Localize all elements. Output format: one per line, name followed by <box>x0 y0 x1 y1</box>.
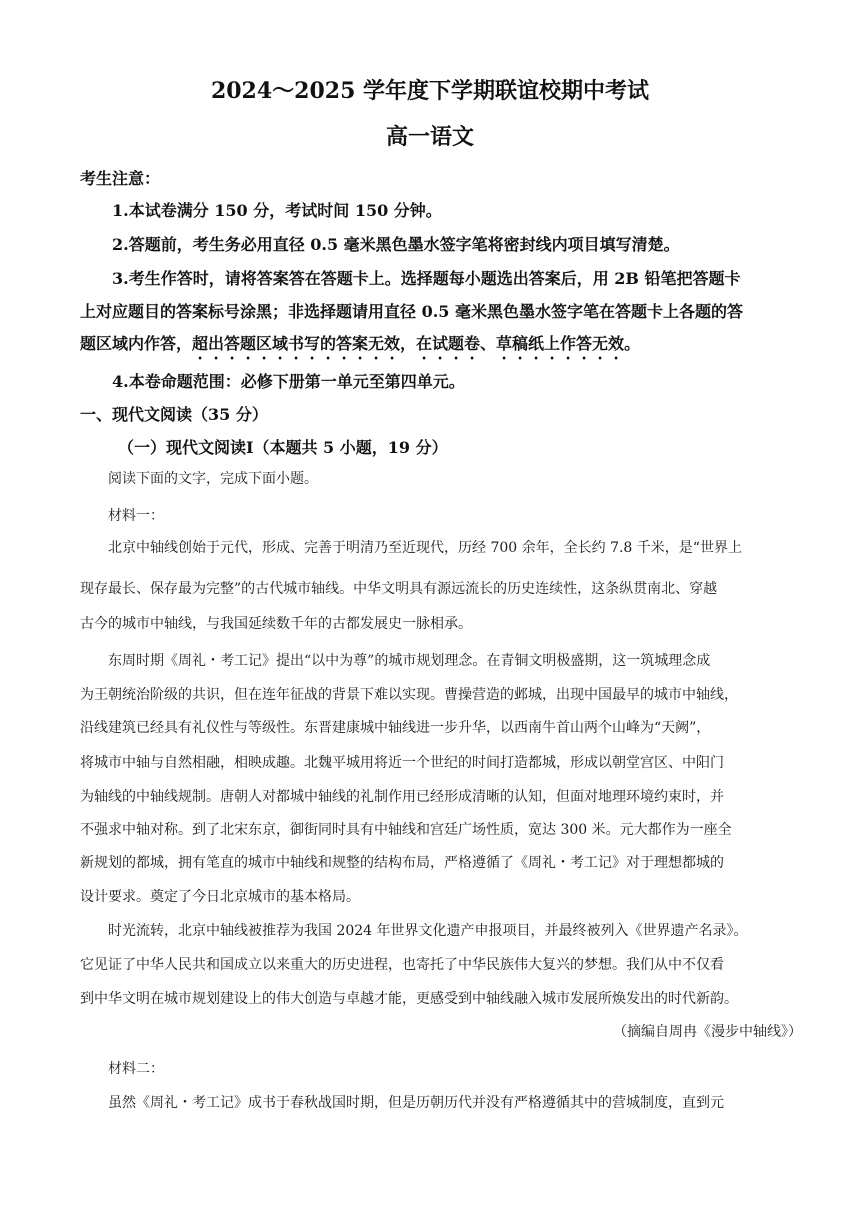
notice-item-4: 4.本卷命题范围：必修下册第一单元至第四单元。 <box>112 372 465 391</box>
instruction-text: 阅读下面的文字，完成下面小题。 <box>108 471 318 487</box>
notice-text: 。 <box>624 334 641 353</box>
paragraph-line: 沿线建筑已经具有礼仪性与等级性。东晋建康城中轴线进一步升华，以西南牛首山两个山峰为“天阙”， <box>80 720 711 736</box>
material-1-label: 材料一： <box>108 508 164 524</box>
notice-text: 题区域内作答， <box>80 334 193 353</box>
material-2-label: 材料二： <box>108 1061 164 1077</box>
paragraph-line: 现存最长、保存最为完整”的古代城市轴线。中华文明具有源远流长的历史连续性，这条纵贯南北、穿越 <box>80 581 718 597</box>
notice-item-3-line-1: 3.考生作答时，请将答案答在答题卡上。选择题每小题选出答案后，用 2B 铅笔把答题卡 <box>112 269 741 288</box>
notice-item-2: 2.答题前，考生务必用直径 0.5 毫米黑色墨水签字笔将密封线内项目填写清楚。 <box>112 235 680 254</box>
paragraph-line: 为轴线的中轴线规制。唐朝人对都城中轴线的礼制作用已经形成清晰的认知，但面对地理环境约束时，并 <box>80 789 724 805</box>
emphasized-text: 在试题卷、草稿纸上作答无效 <box>416 334 625 353</box>
paragraph-line: 新规划的都城，拥有笔直的城市中轴线和规整的结构布局，严格遵循了《周礼・考工记》对于理想都城的 <box>80 855 724 871</box>
notice-text: ， <box>400 334 417 353</box>
notice-item-3-line-2: 上对应题目的答案标号涂黑；非选择题请用直径 0.5 毫米黑色墨水签字笔在答题卡上各题的答 <box>80 302 743 321</box>
paragraph-line: 北京中轴线创始于元代，形成、完善于明清乃至近现代，历经 700 余年，全长约 7.8 千米，是“世界上 <box>108 540 742 556</box>
paragraph-line: 设计要求。奠定了今日北京城市的基本格局。 <box>80 889 360 905</box>
paragraph-line: 将城市中轴与自然相融，相映成趣。北魏平城用将近一个世纪的时间打造都城，形成以朝堂宫区、中阳门 <box>80 755 724 771</box>
paragraph-line: 古今的城市中轴线，与我国延续数千年的古都发展史一脉相承。 <box>80 616 472 632</box>
section-heading: 一、现代文阅读（35 分） <box>80 405 268 424</box>
emphasized-text: 超出答题区域书写的答案无效 <box>192 334 401 353</box>
paragraph-line: 到中华文明在城市规划建设上的伟大创造与卓越才能，更感受到中轴线融入城市发展所焕发出的时代新韵。 <box>80 991 738 1007</box>
notice-item-3-line-3 <box>80 331 640 363</box>
exam-title: 2024～2025 学年度下学期联谊校期中考试 <box>210 78 650 104</box>
paragraph-line: 为王朝统治阶级的共识，但在连年征战的背景下难以实现。曹操营造的邺城，出现中国最早的城市中轴线， <box>80 687 738 703</box>
paragraph-line: 不强求中轴对称。到了北宋东京，御街同时具有中轴线和宫廷广场性质，宽达 300 米。元大都作为一座全 <box>80 822 732 838</box>
source-citation: （摘编自周冉《漫步中轴线》） <box>613 1024 802 1040</box>
paragraph-line: 虽然《周礼・考工记》成书于春秋战国时期，但是历朝历代并没有严格遵循其中的营城制度，直到元 <box>108 1095 724 1111</box>
subject-title: 高一语文 <box>385 124 474 150</box>
notice-item-1: 1.本试卷满分 150 分，考试时间 150 分钟。 <box>112 201 442 220</box>
paragraph-line: 时光流转，北京中轴线被推荐为我国 2024 年世界文化遗产申报项目，并最终被列入《世界遗产名录》。 <box>108 923 748 939</box>
notice-heading: 考生注意： <box>80 169 161 188</box>
paragraph-line: 它见证了中华人民共和国成立以来重大的历史进程，也寄托了中华民族伟大复兴的梦想。我们从中不仅看 <box>80 957 724 973</box>
section-subheading: （一）现代文阅读Ⅰ（本题共 5 小题，19 分） <box>118 438 448 457</box>
paragraph-line: 东周时期《周礼・考工记》提出“以中为尊”的城市规划理念。在青铜文明极盛期，这一筑城理念成 <box>108 653 711 669</box>
